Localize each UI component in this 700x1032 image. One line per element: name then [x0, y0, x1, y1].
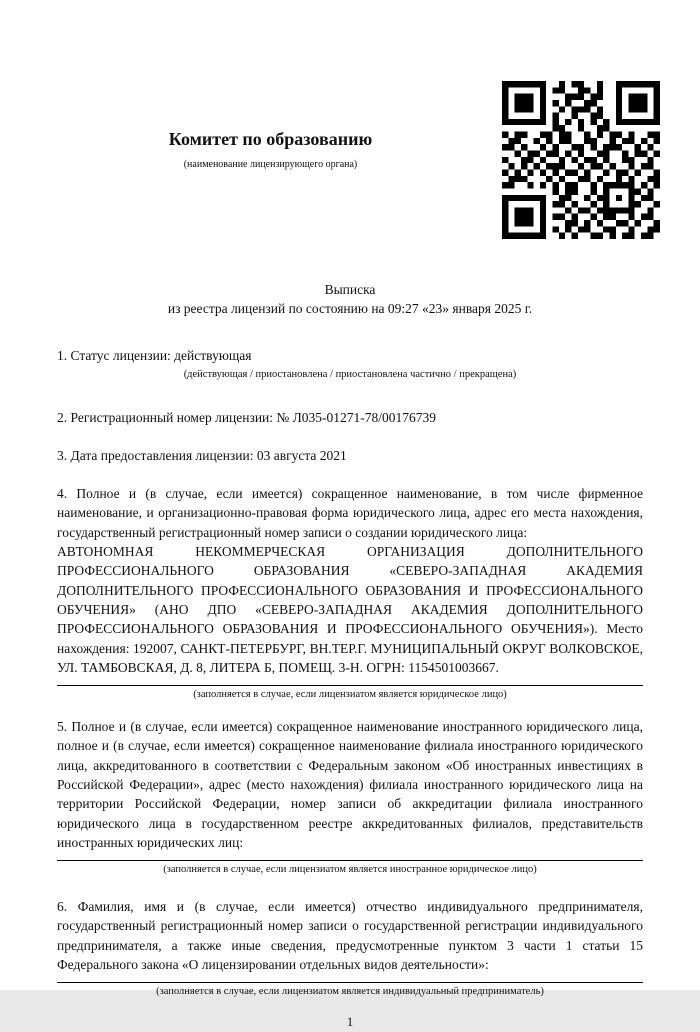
- legal-entity-fill-line: [57, 685, 643, 686]
- document-title-block: [0, 281, 700, 318]
- foreign-entity-intro: 5. Полное и (в случае, если имеется) сокращенное наименование иностранного юридического лица, полное и (в случае, если имеется) сокращенное наименование филиала иностранного юридического лица, аккредитованного в соответствии с Федеральным законом «Об иностранных инвестициях в Российской Федерации», адрес (место нахождения) филиала иностранного юридического лица на территории Российской Федерации, номер записи об аккредитации филиала иностранного юридического лица в государственном реестре аккредитованных филиалов, представительств иностранных юридических лиц:: [57, 719, 643, 850]
- item-grant-date: [57, 446, 643, 465]
- individual-entrepreneur-fill-line: [57, 982, 643, 983]
- licensing-authority-block: [57, 81, 502, 172]
- document-header: [0, 0, 700, 239]
- item-foreign-entity: [57, 717, 643, 877]
- legal-entity-value: АВТОНОМНАЯ НЕКОММЕРЧЕСКАЯ ОРГАНИЗАЦИЯ ДОПОЛНИТЕЛЬНОГО ПРОФЕССИОНАЛЬНОГО ОБРАЗОВАНИЯ «СЕВЕРО-ЗАПАДНАЯ АКАДЕМИЯ ДОПОЛНИТЕЛЬНОГО ПРОФЕССИОНАЛЬНОГО ОБРАЗОВАНИЯ И ПРОФЕССИОНАЛЬНОГО ОБУЧЕНИЯ» (АНО ДПО «СЕВЕРО-ЗАПАДНАЯ АКАДЕМИЯ ДОПОЛНИТЕЛЬНОГО ПРОФЕССИОНАЛЬНОГО ОБРАЗОВАНИЯ И ПРОФЕССИОНАЛЬНОГО ОБУЧЕНИЯ»). Место нахождения: 192007, САНКТ-ПЕТЕРБУРГ, ВН.ТЕР.Г. МУНИЦИПАЛЬНЫЙ ОКРУГ ВОЛКОВСКОЕ, УЛ. ТАМБОВСКАЯ, Д. 8, ЛИТЕРА Б, ПОМЕЩ. 3-Н. ОГРН: 1154501003667.: [57, 544, 643, 675]
- license-status-text: 1. Статус лицензии: действующая: [57, 348, 252, 364]
- item-registration-number: [57, 408, 643, 427]
- licensing-authority-caption: (наименование лицензирующего органа): [183, 158, 358, 170]
- licensing-authority-name: Комитет по образованию: [168, 129, 373, 149]
- foreign-entity-caption: (заполняется в случае, если лицензиатом является иностранное юридическое лицо): [163, 864, 537, 876]
- license-status-caption: (действующая / приостановлена / приостановлена частично / прекращена): [183, 368, 517, 380]
- document-body: [0, 346, 700, 1032]
- document-title: Выписка: [324, 282, 376, 297]
- qr-code: [502, 81, 660, 239]
- registration-number-text: 2. Регистрационный номер лицензии: № Л035-01271-78/00176739: [57, 409, 437, 425]
- item-individual-entrepreneur: [57, 897, 643, 999]
- grant-date-text: 3. Дата предоставления лицензии: 03 августа 2021: [57, 447, 347, 463]
- page-number: 1: [346, 1014, 354, 1030]
- foreign-entity-fill-line: [57, 860, 643, 861]
- qr-code-svg: [502, 81, 660, 239]
- document-subtitle: из реестра лицензий по состоянию на 09:27 «23» января 2025 г.: [167, 300, 533, 316]
- individual-entrepreneur-intro: 6. Фамилия, имя и (в случае, если имеется) отчество индивидуального предпринимателя, государственный регистрационный номер записи о государственной регистрации индивидуального предпринимателя, а также иные сведения, предусмотренные пунктом 3 части 1 статьи 15 Федерального закона «О лицензировании отдельных видов деятельности»:: [57, 899, 643, 973]
- item-legal-entity: [57, 484, 643, 702]
- legal-entity-caption: (заполняется в случае, если лицензиатом является юридическое лицо): [193, 689, 507, 701]
- individual-entrepreneur-caption: (заполняется в случае, если лицензиатом является индивидуальный предприниматель): [156, 986, 544, 998]
- item-license-status: [57, 346, 643, 381]
- legal-entity-intro: 4. Полное и (в случае, если имеется) сокращенное наименование, в том числе фирменное наименование, и организационно-правовая форма юридического лица, адрес его места нахождения, государственный регистрационный номер записи о создании юридического лица:: [57, 486, 643, 540]
